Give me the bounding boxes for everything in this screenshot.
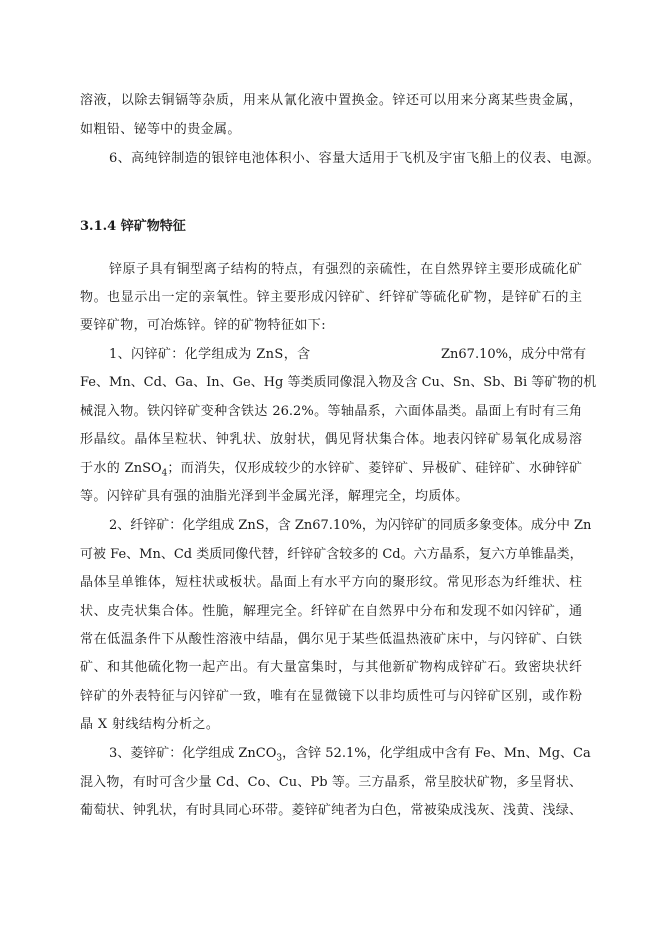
zinc-mineral-intro-line-2: 物。也显示出一定的亲氧性。锌主要形成闪锌矿、纤锌矿等硫化矿物，是锌矿石的主 xyxy=(80,290,582,305)
wurtzite-line-2: 可被 Fe、Mn、Cd 类质同像代替，纤锌矿含较多的 Cd。六方晶系，复六方单锥晶类， xyxy=(80,547,583,562)
intro-paragraph-line-2: 如粗铅、铋等中的贵金属。 xyxy=(80,122,241,137)
wurtzite-line-1: 2、纤锌矿：化学组成 ZnS，含 Zn67.10%，为闪锌矿的同质多象变体。成分中 Zn xyxy=(109,518,592,533)
wurtzite-line-6: 矿、和其他硫化物一起产出。有大量富集时，与其他新矿物构成锌矿石。致密块状纤 xyxy=(80,660,582,675)
zinc-mineral-intro-line-1: 锌原子具有铜型离子结构的特点，有强烈的亲硫性，在自然界锌主要形成硫化矿 xyxy=(109,262,582,277)
wurtzite-line-7: 锌矿的外表特征与闪锌矿一致，唯有在显微镜下以非均质性可与闪锌矿区别，或作粉 xyxy=(80,689,582,704)
wurtzite-line-5: 常在低温条件下从酸性溶液中结晶，偶尔见于某些低温热液矿床中，与闪锌矿、白铁 xyxy=(80,632,582,647)
wurtzite-line-8: 晶 X 射线结构分析之。 xyxy=(80,717,220,732)
sphalerite-line-5 xyxy=(80,461,582,482)
sphalerite-line-5-subscript: 4 xyxy=(161,468,168,479)
smithsonite-line-3: 葡萄状、钟乳状，有时具同心环带。菱锌矿纯者为白色，常被染成浅灰、浅黄、浅绿、 xyxy=(80,803,582,818)
sphalerite-line-2: Fe、Mn、Cd、Ga、In、Ge、Hg 等类质同像混入物及含 Cu、Sn、Sb、Bi 等矿物的机 xyxy=(80,375,597,390)
sphalerite-line-1-right: Zn67.10%，成分中常有 xyxy=(441,347,586,362)
zinc-mineral-intro-line-3: 要锌矿物，可冶炼锌。锌的矿物特征如下: xyxy=(80,318,326,333)
sphalerite-line-6: 等。闪锌矿具有强的油脂光泽到半金属光泽，解理完全，均质体。 xyxy=(80,489,469,504)
sphalerite-line-3: 械混入物。铁闪锌矿变种含铁达 26.2%。等轴晶系，六面体晶类。晶面上有时有三角 xyxy=(80,404,582,419)
sphalerite-line-5-pre: 于水的 ZnSO xyxy=(80,461,162,476)
wurtzite-line-3: 晶体呈单锥体，短柱状或板状。晶面上有水平方向的聚形纹。常见形态为纤维状、柱 xyxy=(80,575,582,590)
smithsonite-line-2: 混入物，有时可含少量 Cd、Co、Cu、Pb 等。三方晶系，常呈胶状矿物，多呈肾状、 xyxy=(80,775,582,790)
smithsonite-line-1-post: ，含锌 52.1%，化学组成中含有 Fe、Mn、Mg、Ca xyxy=(282,746,591,761)
sphalerite-line-1-left: 1、闪锌矿：化学组成为 ZnS，含 xyxy=(109,347,311,362)
smithsonite-line-1-pre: 3、菱锌矿：化学组成 ZnCO xyxy=(109,746,277,761)
section-heading: 3.1.4 锌矿物特征 xyxy=(80,219,186,234)
smithsonite-line-1-subscript: 3 xyxy=(276,753,283,764)
smithsonite-line-1 xyxy=(109,746,591,767)
item-6-text: 6、高纯锌制造的银锌电池体积小、容量大适用于飞机及宇宙飞船上的仪表、电源。 xyxy=(109,151,601,166)
intro-paragraph-line-1: 溶液，以除去铜镉等杂质，用来从氰化液中置换金。锌还可以用来分离某些贵金属， xyxy=(80,93,582,108)
sphalerite-line-5-post: ；而消失，仅形成较少的水锌矿、菱锌矿、异极矿、硅锌矿、水砷锌矿 xyxy=(167,461,582,476)
wurtzite-line-4: 状、皮壳状集合体。性脆，解理完全。纤锌矿在自然界中分布和发现不如闪锌矿，通 xyxy=(80,604,582,619)
sphalerite-line-4: 形晶纹。晶体呈粒状、钟乳状、放射状，偶见肾状集合体。地表闪锌矿易氧化成易溶 xyxy=(80,432,582,447)
